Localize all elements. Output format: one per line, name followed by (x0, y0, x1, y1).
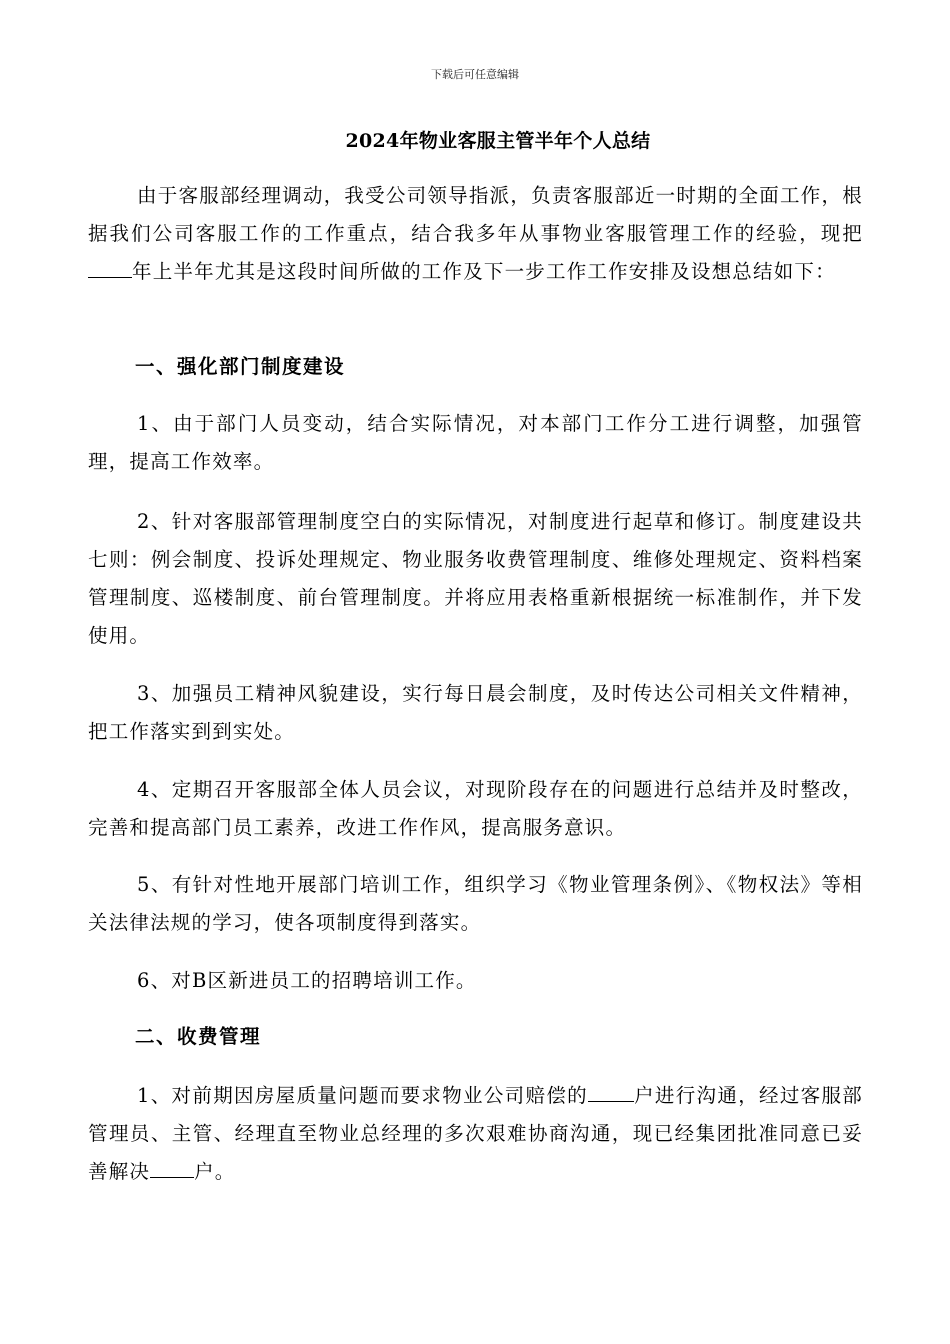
document-title: 2024年物业客服主管半年个人总结 (345, 130, 651, 152)
paragraph-item-1: 1、由于部门人员变动，结合实际情况，对本部门工作分工进行调整，加强管理，提高工作效率。 (88, 412, 863, 473)
paragraph-item-3: 3、加强员工精神风貌建设，实行每日晨会制度，及时传达公司相关文件精神，把工作落实到到实处。 (88, 682, 863, 743)
intro-text-before-blank: 由于客服部经理调动，我受公司领导指派，负责客服部近一时期的全面工作，根据我们公司客服工作的工作重点，结合我多年从事物业客服管理工作的经验，现把 (88, 184, 863, 245)
fill-in-blank (88, 276, 132, 278)
fee-text-part-1: 1、对前期因房屋质量问题而要求物业公司赔偿的 (137, 1084, 588, 1107)
fill-in-blank (150, 1176, 194, 1178)
paragraph-item-6: 6、对B区新进员工的招聘培训工作。 (137, 969, 477, 992)
intro-text-after-blank: 年上半年尤其是这段时间所做的工作及下一步工作工作安排及设想总结如下： (132, 260, 836, 283)
paragraph-item-2: 2、针对客服部管理制度空白的实际情况，对制度进行起草和修订。制度建设共七则：例会制度、投诉处理规定、物业服务收费管理制度、维修处理规定、资料档案管理制度、巡楼制度、前台管理制度。并将应用表格重新根据统一标准制作，并下发使用。 (88, 510, 863, 647)
paragraph-fee-item-1 (88, 1077, 863, 1191)
header-note: 下载后可任意编辑 (431, 68, 519, 81)
section-heading-1: 一、强化部门制度建设 (135, 355, 346, 378)
intro-paragraph (88, 177, 863, 291)
fee-text-part-2: 户进行沟通，经过客服部管理员、主管、经理直至物业总经理的多次艰难协商沟通，现已经集团批准同意已妥善解决 (88, 1084, 863, 1183)
fill-in-blank (588, 1100, 634, 1102)
paragraph-item-4: 4、定期召开客服部全体人员会议，对现阶段存在的问题进行总结并及时整改，完善和提高部门员工素养，改进工作作风，提高服务意识。 (88, 778, 863, 839)
paragraph-item-5: 5、有针对性地开展部门培训工作，组织学习《物业管理条例》、《物权法》等相关法律法规的学习，使各项制度得到落实。 (88, 873, 863, 934)
section-heading-2: 二、收费管理 (135, 1025, 262, 1048)
fee-text-part-3: 户。 (194, 1160, 236, 1183)
